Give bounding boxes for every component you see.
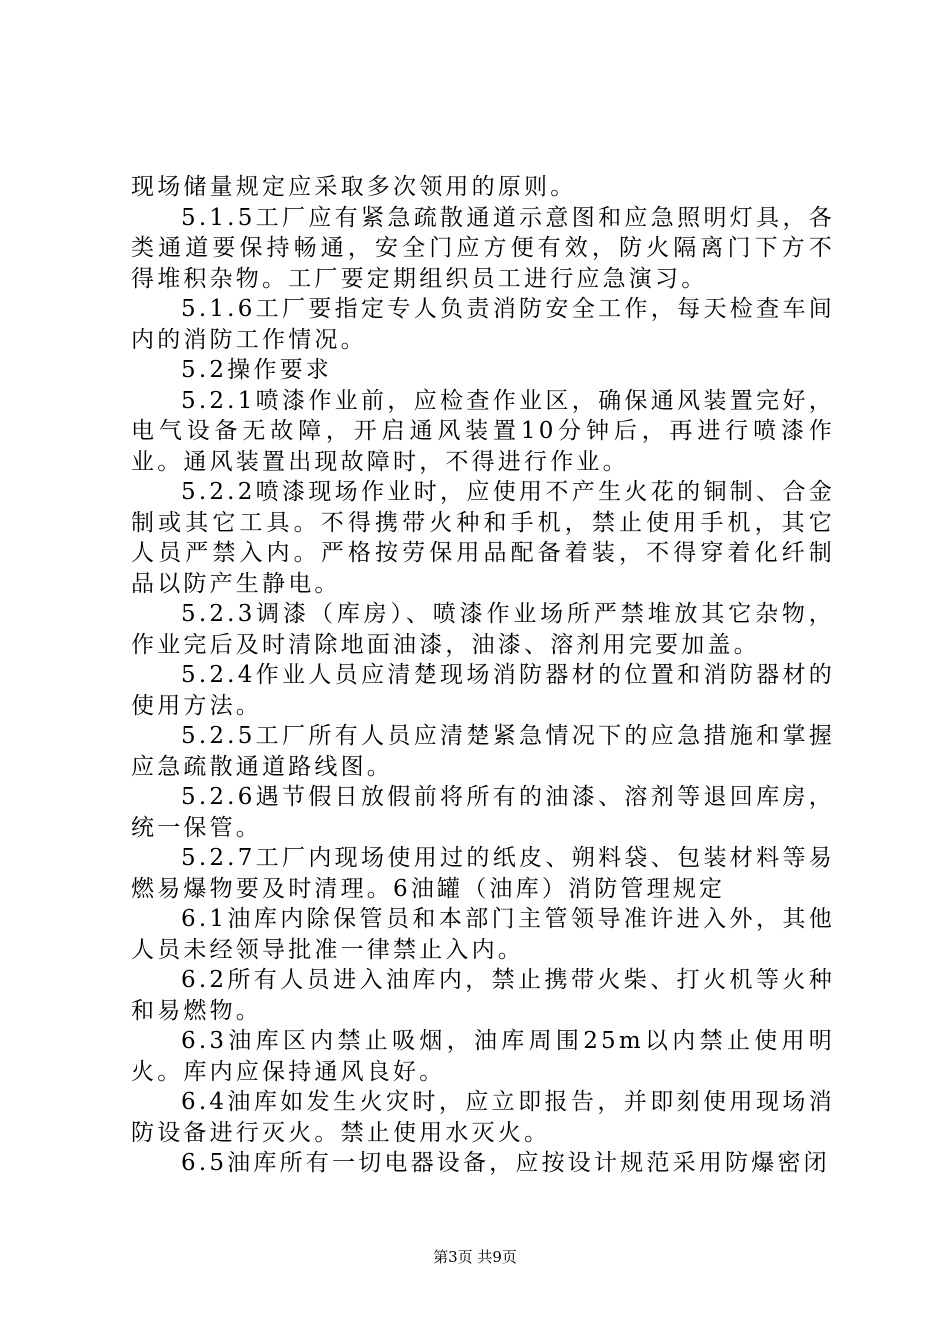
paragraph: 5.1.5工厂应有紧急疏散通道示意图和应急照明灯具，各类通道要保持畅通，安全门应方便有效，防火隔离门下方不得堆积杂物。工厂要定期组织员工进行应急演习。 xyxy=(131,204,835,292)
paragraph: 5.2.5工厂所有人员应清楚紧急情况下的应急措施和掌握应急疏散通道路线图。 xyxy=(131,723,835,780)
paragraph: 5.2.2喷漆现场作业时，应使用不产生火花的铜制、合金制或其它工具。不得携带火种和手机，禁止使用手机，其它人员严禁入内。严格按劳保用品配备着装，不得穿着化纤制品以防产生静电。 xyxy=(131,479,835,597)
paragraph: 6.2所有人员进入油库内，禁止携带火柴、打火机等火种和易燃物。 xyxy=(131,967,835,1024)
document-body xyxy=(131,172,835,1179)
paragraph: 6.3油库区内禁止吸烟，油库周围25m以内禁止使用明火。库内应保持通风良好。 xyxy=(131,1028,835,1085)
paragraph: 5.2.6遇节假日放假前将所有的油漆、溶剂等退回库房，统一保管。 xyxy=(131,784,835,841)
paragraph: 6.5油库所有一切电器设备，应按设计规范采用防爆密闭 xyxy=(181,1150,830,1176)
page-footer: 第3页 共9页 xyxy=(433,1248,517,1266)
paragraph: 5.2.7工厂内现场使用过的纸皮、朔料袋、包装材料等易燃易爆物要及时清理。6油罐（油库）消防管理规定 xyxy=(131,845,835,902)
paragraph: 5.2.4作业人员应清楚现场消防器材的位置和消防器材的使用方法。 xyxy=(131,662,835,719)
paragraph: 5.2.1喷漆作业前，应检查作业区，确保通风装置完好，电气设备无故障，开启通风装置10分钟后，再进行喷漆作业。通风装置出现故障时，不得进行作业。 xyxy=(131,387,835,475)
paragraph: 5.1.6工厂要指定专人负责消防安全工作，每天检查车间内的消防工作情况。 xyxy=(131,296,835,353)
paragraph: 6.1油库内除保管员和本部门主管领导准许进入外，其他人员未经领导批准一律禁止入内。 xyxy=(131,906,835,963)
paragraph: 5.2.3调漆（库房）、喷漆作业场所严禁堆放其它杂物，作业完后及时清除地面油漆，油漆、溶剂用完要加盖。 xyxy=(131,601,835,658)
paragraph: 6.4油库如发生火灾时，应立即报告，并即刻使用现场消防设备进行灭火。禁止使用水灭火。 xyxy=(131,1089,835,1146)
paragraph: 5.2操作要求 xyxy=(181,357,332,383)
paragraph: 现场储量规定应采取多次领用的原则。 xyxy=(131,174,577,200)
